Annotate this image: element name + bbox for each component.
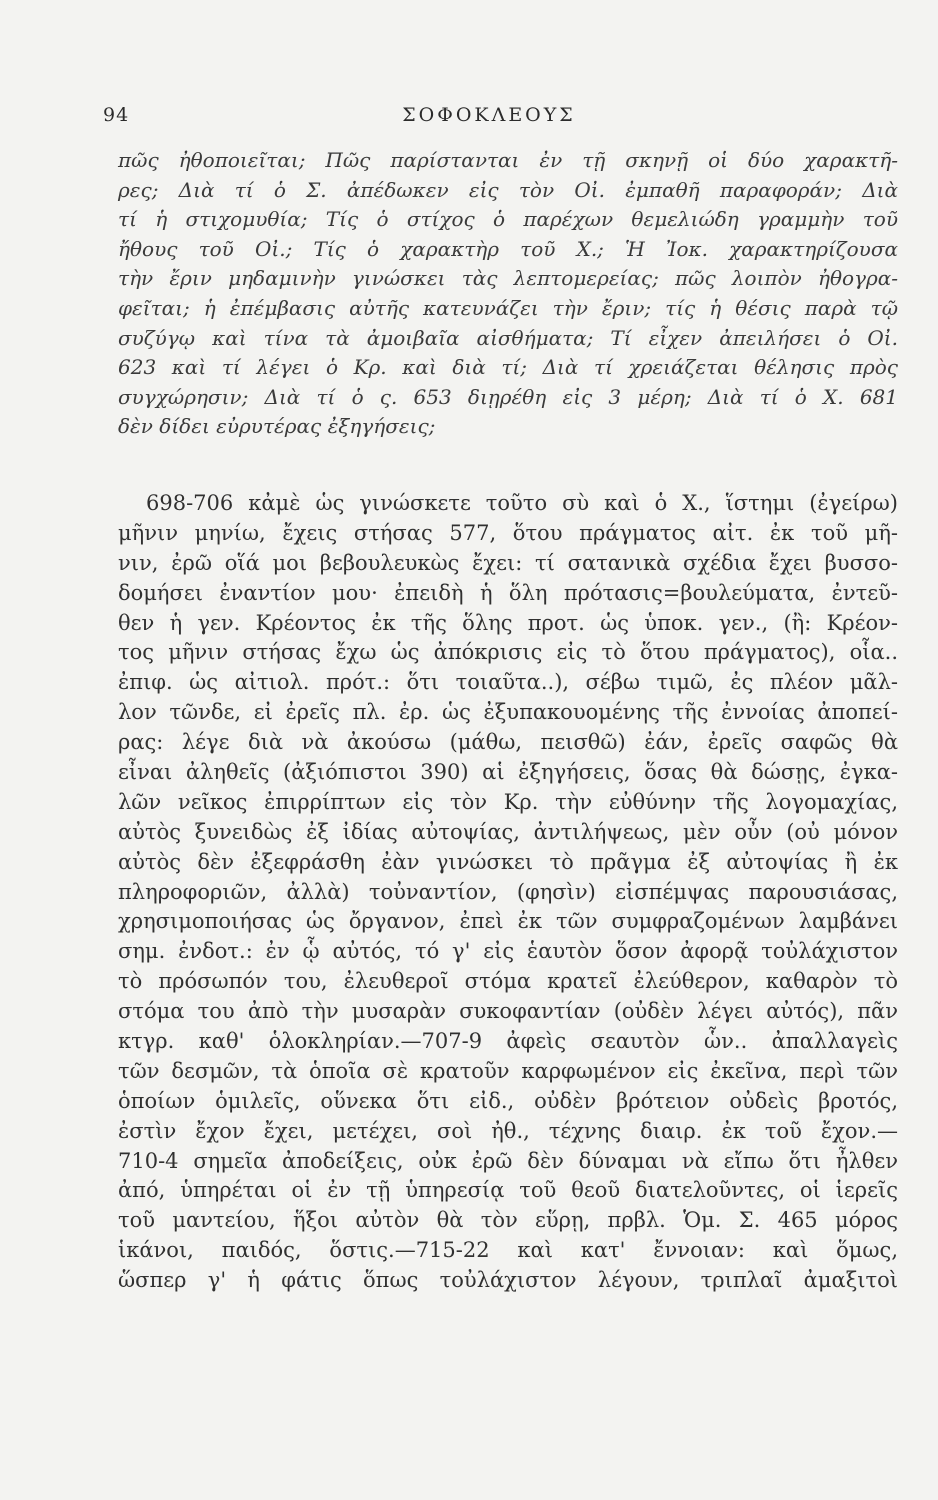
text-line: λον τῶνδε, εἰ ἐρεῖς πλ. ἐρ. ὡς ἐξυπακουομένης τῆς ἐννοίας ἀποπεί- [118,700,898,725]
text-line: ρας: λέγε διὰ νὰ ἀκούσω (μάθω, πεισθῶ) ἐάν, ἐρεῖς σαφῶς θὰ [118,730,898,755]
text-line: πῶς ἠθοποιεῖται; Πῶς παρίστανται ἐν τῇ σκηνῇ οἱ δύο χαρακτῆ- [118,148,898,172]
text-line: αὐτὸς ξυνειδὼς ἐξ ἰδίας αὐτοψίας, ἀντιλήψεως, μὲν οὖν (οὐ μόνον [118,819,898,844]
text-line: χρησιμοποιήσας ὡς ὄργανον, ἐπεὶ ἐκ τῶν συμφραζομένων λαμβάνει [118,909,898,934]
text-line: κτγρ. καθ' ὁλοκληρίαν.—707-9 ἀφεὶς σεαυτὸν ὧν.. ἀπαλλαγεὶς [118,1029,898,1054]
text-line: λῶν νεῖκος ἐπιρρίπτων εἰς τὸν Κρ. τὴν εὐθύνην τῆς λογομαχίας, [118,789,898,814]
text-line: ἀπό, ὑπηρέται οἱ ἐν τῇ ὑπηρεσίᾳ τοῦ θεοῦ διατελοῦντες, οἱ ἱερεῖς [118,1178,898,1203]
text-line: ρες; Διὰ τί ὁ Σ. ἀπέδωκεν εἰς τὸν Οἰ. ἐμπαθῆ παραφοράν; Διὰ [118,177,898,202]
text-line: δομήσει ἐναντίον μου· ἐπειδὴ ἡ ὅλη πρότασις=βουλεύματα, ἐντεῦ- [118,580,898,605]
text-line: 710-4 σημεῖα ἀποδείξεις, οὐκ ἐρῶ δὲν δύναμαι νὰ εἴπω ὅτι ἦλθεν [118,1148,898,1173]
text-line: 623 καὶ τί λέγει ὁ Κρ. καὶ διὰ τί; Διὰ τί χρειάζεται θέλησις πρὸς [118,355,898,380]
text-line: σημ. ἐνδοτ.: ἐν ᾧ αὐτός, τό γ' εἰς ἑαυτὸν ὅσον ἀφορᾷ τοὐλάχιστον [118,939,898,964]
text-line: φεῖται; ἡ ἐπέμβασις αὐτῆς κατευνάζει τὴν ἔριν; τίς ἡ θέσις παρὰ τῷ [118,295,898,320]
text-line: ἱκάνοι, παιδός, ὅστις.—715-22 καὶ κατ' ἔννοιαν: καὶ ὅμως, [118,1238,898,1263]
text-line: μῆνιν μηνίω, ἔχεις στήσας 577, ὅτου πράγματος αἰτ. ἐκ τοῦ μῆ- [118,520,898,545]
text-line: ὥσπερ γ' ἡ φάτις ὅπως τοὐλάχιστον λέγουν, τριπλαῖ ἀμαξιτοὶ [118,1268,898,1293]
text-line: συγχώρησιν; Διὰ τί ὁ ς. 653 διῃρέθη εἰς 3 μέρη; Διὰ τί ὁ Χ. 681 [118,384,898,409]
text-line: τὸ πρόσωπόν του, ἐλευθεροῖ στόμα κρατεῖ ἐλεύθερον, καθαρὸν τὸ [118,969,898,994]
text-line: ὁποίων ὁμιλεῖς, οὕνεκα ὅτι εἰδ., οὐδὲν βρότειον οὐδεὶς βροτός, [118,1088,898,1113]
running-title: ΣΟΦΟΚΛΕΟΥΣ [402,104,576,126]
text-line: συζύγῳ καὶ τίνα τὰ ἀμοιβαῖα αἰσθήματα; Τί εἶχεν ἀπειλήσει ὁ Οἰ. [118,325,898,350]
text-line: τος μῆνιν στήσας ἔχω ὡς ἀπόκρισις εἰς τὸ ὅτου πράγματος), οἷα.. [118,640,898,665]
text-line: θεν ἡ γεν. Κρέοντος ἐκ τῆς ὅλης προτ. ὡς ὑποκ. γεν., (ἢ: Κρέον- [118,610,898,635]
text-line: αὐτὸς δὲν ἐξεφράσθη ἐὰν γινώσκει τὸ πρᾶγμα ἐξ αὐτοψίας ἢ ἐκ [118,849,898,874]
text-line: στόμα του ἀπὸ τὴν μυσαρὰν συκοφαντίαν (οὐδὲν λέγει αὐτός), πᾶν [118,999,898,1024]
commentary-paragraph [118,489,898,1296]
text-line: εἶναι ἀληθεῖς (ἀξιόπιστοι 390) αἱ ἐξηγήσεις, ὅσας θὰ δώσῃς, ἐγκα- [118,760,898,785]
text-line: ἐστὶν ἔχον ἔχει, μετέχει, σοὶ ἠθ., τέχνης διαιρ. ἐκ τοῦ ἔχον.— [118,1118,898,1143]
text-line: πληροφοριῶν, ἀλλὰ) τοὐναντίον, (φησὶν) εἰσπέμψας παρουσιάσας, [118,879,898,904]
text-line: δὲν δίδει εὐρυτέρας ἐξηγήσεις; [118,414,436,439]
text-line: τοῦ μαντείου, ἥξοι αὐτὸν θὰ τὸν εὕρῃ, πρβλ. Ὁμ. Σ. 465 μόρος [118,1208,898,1233]
text-line: ἐπιφ. ὡς αἰτιολ. πρότ.: ὅτι τοιαῦτα..), σέβω τιμῶ, ἐς πλέον μᾶλ- [118,670,898,695]
text-line: ἤθους τοῦ Οἰ.; Τίς ὁ χαρακτὴρ τοῦ Χ.; Ἡ Ἰοκ. χαρακτηρίζουσα [118,236,898,261]
text-line: τῶν δεσμῶν, τὰ ὁποῖα σὲ κρατοῦν καρφωμένον εἰς ἐκεῖνα, περὶ τῶν [118,1058,898,1083]
text-line: τί ἡ στιχομυθία; Τίς ὁ στίχος ὁ παρέχων θεμελιώδη γραμμὴν τοῦ [118,207,898,232]
text-line: νιν, ἐρῶ οἵά μοι βεβουλευκὼς ἔχει: τί σατανικὰ σχέδια ἔχει βυσσο- [118,550,898,575]
page-number: 94 [103,104,130,126]
text-line: τὴν ἔριν μηδαμινὴν γινώσκει τὰς λεπτομερείας; πῶς λοιπὸν ἠθογρα- [118,266,898,291]
questions-paragraph [118,146,898,442]
text-line: 698-706 κἀμὲ ὡς γινώσκετε τοῦτο σὺ καὶ ὁ Χ., ἵστημι (ἐγείρω) [146,491,898,515]
